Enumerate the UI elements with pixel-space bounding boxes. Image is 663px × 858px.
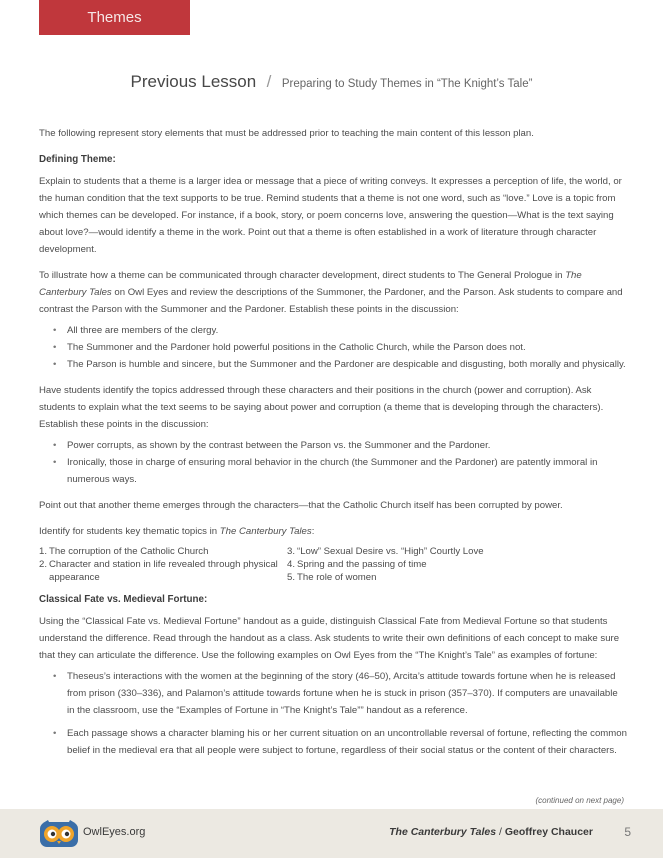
lesson-content (39, 125, 627, 768)
defining-theme-paragraph-4: Point out that another theme emerges through the characters—that the Catholic Church itself has been corrupted by power. (39, 500, 563, 511)
fate-fortune-heading: Classical Fate vs. Medieval Fortune: (39, 594, 208, 605)
fortune-examples-list (39, 668, 627, 759)
defining-theme-heading: Defining Theme: (39, 154, 116, 165)
heading-separator: / (266, 72, 272, 91)
page-footer (0, 809, 663, 858)
footer-book-title: The Canterbury Tales (389, 826, 497, 838)
list-item: 5. The role of women (287, 572, 377, 583)
defining-theme-paragraph-3: Have students identify the topics addressed through these characters and their positions in the church (power and corruption). Ask students to explain what the text seems to be saying about power and corruption (a theme that is developing through the characters). Establish these points in the discussion: (39, 385, 604, 430)
clergy-points-list (39, 322, 627, 373)
list-item: • Theseus’s interactions with the women at the beginning of the story (46–50), Arcita’s attitude towards fortune when he is released from prison (330–336), and Palamon’s attitude towards fortune when he is stuck in prison (357–370). If computers are unavailable in the classroom, use the “Examples of Fortune in “The Knight’s Tale”” handout as a reference. (53, 668, 627, 719)
lesson-subtitle: Preparing to Study Themes in “The Knight’s Tale” (281, 78, 533, 90)
book-title-italic: The Canterbury Tales (39, 270, 582, 298)
defining-theme-paragraph-1: Explain to students that a theme is a larger idea or message that a piece of writing conveys. It expresses a perception of life, the world, or the human condition that the text supports to be true. Remind students that a theme is not one word, such as “love.” Love is a topic from which themes can be developed. For instance, if a book, story, or poem concerns love, answering the question—What is the text saying about love?—would identify a theme in the work. Point out that a theme is often established in a work of literature through character development. (39, 176, 622, 255)
list-item: 1. The corruption of the Catholic Church (39, 546, 209, 557)
section-tab-label: Themes (87, 9, 142, 26)
power-points-list (39, 437, 627, 488)
defining-theme-paragraph-5: Identify for students key thematic topics in The Canterbury Tales: (39, 526, 315, 537)
continued-note: (continued on next page) (535, 796, 624, 805)
previous-lesson-label: Previous Lesson (130, 72, 257, 91)
topics-column-2 (287, 545, 484, 584)
list-item: • The Parson is humble and sincere, but the Summoner and the Pardoner are despicable and disgusting, both morally and physically. (53, 356, 627, 373)
list-item: 2. Character and station in life revealed through physical appearance (39, 559, 278, 583)
list-item: 4. Spring and the passing of time (287, 559, 427, 570)
footer-author: Geoffrey Chaucer (504, 826, 593, 838)
section-tab (39, 0, 190, 35)
list-item: • Ironically, those in charge of ensuring moral behavior in the church (the Summoner and the Pardoner) are patently immoral in numerous ways. (53, 454, 627, 488)
book-title-italic: The Canterbury Tales (219, 526, 312, 537)
topics-column-1 (39, 545, 287, 584)
footer-book-credit: The Canterbury Tales / Geoffrey Chaucer (389, 826, 593, 838)
fate-fortune-paragraph: Using the “Classical Fate vs. Medieval Fortune” handout as a guide, distinguish Classical Fate from Medieval Fortune so that students understand the difference. Read through the handout as a class. Ask students to write their own definitions of each concept to make sure that they can articulate the difference. Use the following examples on Owl Eyes from the “The Knight’s Tale” as examples of fortune: (39, 616, 620, 661)
thematic-topics-list (39, 545, 627, 584)
list-item: • All three are members of the clergy. (53, 322, 627, 339)
site-name: OwlEyes.org (83, 826, 146, 838)
intro-paragraph: The following represent story elements that must be addressed prior to teaching the main content of this lesson plan. (39, 128, 534, 139)
defining-theme-paragraph-2: To illustrate how a theme can be communicated through character development, direct students to The General Prologue in The Canterbury Tales on Owl Eyes and review the descriptions of the Summoner, the Pardoner, and the Parson. Ask students to compare and contrast the Parson with the Summoner and the Pardoner. Establish these points in the discussion: (39, 270, 623, 315)
list-item: • Power corrupts, as shown by the contrast between the Parson vs. the Summoner and the Pardoner. (53, 437, 627, 454)
page-number: 5 (624, 825, 631, 839)
list-item: • The Summoner and the Pardoner hold powerful positions in the Catholic Church, while the Parson does not. (53, 339, 627, 356)
lesson-heading (0, 72, 663, 92)
list-item: • Each passage shows a character blaming his or her current situation on an uncontrollable reversal of fortune, reflecting the common belief in the medieval era that all people were subject to fortune, regardless of their social status or the content of their characters. (53, 725, 627, 759)
owl-logo-icon (39, 820, 79, 848)
list-item: 3. “Low” Sexual Desire vs. “High” Courtly Love (287, 546, 484, 557)
